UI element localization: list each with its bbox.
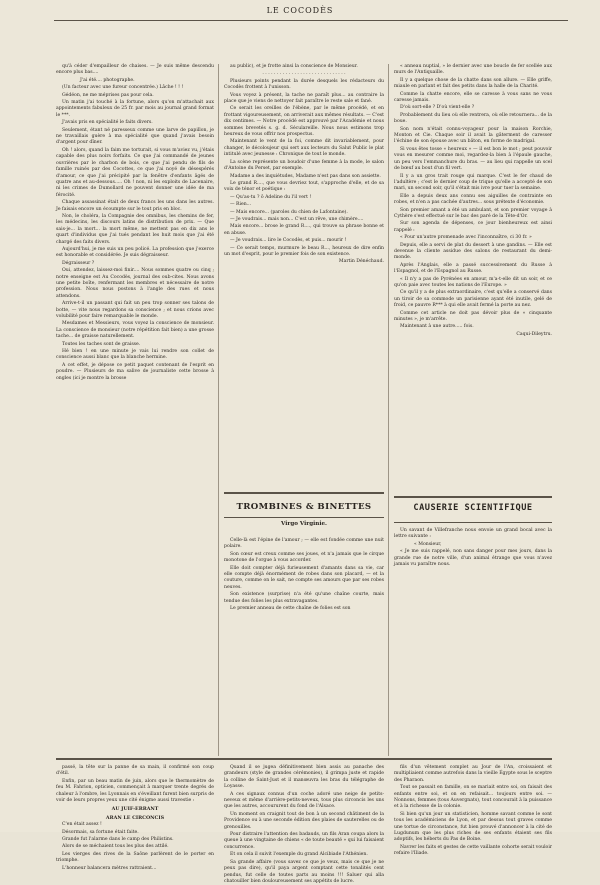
- paragraph: J'ai été.... photographe.: [80, 77, 135, 83]
- paragraph: — Je voudrais... mais non... C'est un rêve, une chimère....: [230, 216, 364, 222]
- section-rule: [394, 522, 552, 523]
- paragraph: Son nom n'était connu-voyageur pour la maison Rorchie, Monton et Cie. Chaque soir il avait la gâterment de caresser l'échine de son épouse avec un bâton, en forme de madrigal.: [394, 126, 552, 145]
- paragraph: Ce qu'il y a de plus extraordinaire, c'est qu'elle a conservé dans un tiroir de sa commode un parisienne ayant été inutile, gelé de froid, ce pauvre R*** à qui elle avait fermé la porte au nez.: [394, 290, 552, 309]
- column-divider: [388, 64, 389, 756]
- paragraph: L'honneur balancera mètres rattraient...: [62, 865, 157, 871]
- paragraph: Ce serait les oreilles de l'ébène, par le même procédé, et en frottant vigoureusement, on arriverait aux mêmes résultats. — C'est dix centimes. — Notre procédé est approuvé par l'Académie et nous sommes brevetés s. g. d. Séculareille. Nous nous estimons trop heureux de vous offrir nos prospectus.: [224, 106, 384, 138]
- bottom-column-2: [224, 765, 384, 884]
- author-signature: Martin Dénéchaud.: [338, 259, 384, 265]
- paragraph: Les vierges des rives de la Saône parlèrent de le porter en triomphe.: [56, 851, 214, 864]
- paragraph: Maintenant à une autre..... fois.: [400, 324, 474, 330]
- paragraph: passé, la tête sur la panne de sa main, il confirmé son coup d'ëtil.: [56, 765, 214, 777]
- paragraph: Depuis, elle a servi de plat du dessert à une gandins. — Elle est devenue la cliente assidue des salons de restaurant du demi-monde.: [394, 242, 552, 261]
- masthead: LE COCODÈS: [266, 6, 334, 15]
- paragraph: Après l'Anglais, elle a passé successivement du Russe à l'Espagnol, et de l'Espagnol au Russe.: [394, 262, 552, 275]
- paragraph: Probablement du lieu où elle rentrera, où elle retournera... de la boue.: [394, 112, 552, 125]
- paragraph: Elle a depuis deux ans connu ses aiguilles de contrainte en robes, et n'en a pas cachée d'autres... sous prétexte d'économie.: [394, 193, 552, 206]
- paragraph: qu'à céder d'empailleur de chaises. — Je suis même descendu encore plus bas....: [56, 64, 214, 76]
- paragraph: Un savant de Villefranche nous envoie un grand bocal avec la lettre suivante :: [394, 528, 552, 540]
- paragraph: au public), et je frotte ainsi la conscience de Monsieur.: [230, 64, 358, 69]
- fold-rule: [56, 758, 552, 760]
- paragraph: — Mais encore... (paroles du chien de Lafontaine).: [230, 209, 348, 215]
- paragraph: Seulement, étant né paresseux comme une larve de papillon, je ne travaillais guère à ma spécialité que quand j'avais besoin d'argent pour dîner.: [56, 127, 214, 146]
- paragraph: (Un facteur avec une fureur concentrée.) Lâche ! ! !: [62, 85, 184, 91]
- paragraph: Vous voyez à présent, la tache ne paraît plus... au contraire la place que je viens de nettoyer fait paraître le reste sale et fané.: [224, 92, 384, 105]
- paragraph: Un moment on craignit tout de bon à un second châtiment de la Providence ou à une seconde édition des plaies de sauterelles ou de grenouilles.: [224, 811, 384, 830]
- paragraph: Sur son agenda de dépenses, ce jour bienheureux est ainsi rappelé :: [394, 221, 552, 233]
- causerie-article: [394, 528, 552, 756]
- column-divider: [218, 492, 219, 756]
- paragraph: Sa grande affaire (vous savez ce que je veux, mais ce que je ne peux pas dire), qu'il paya argent comptant cette tonalités cent pendus, fut celle de toutes parts au moins !!! Saluer qui alla chatouiller bien douloureusement ses appétits de lucre.: [224, 859, 384, 884]
- section-subtitle: Virgo Virginie.: [281, 521, 327, 527]
- paragraph: « Pour un'autre promenade avec l'inconnaître, ci 30 fr. »: [400, 235, 532, 241]
- paragraph: Toutes les taches sont de graisse.: [62, 341, 141, 347]
- causerie-heading-box: [394, 494, 552, 520]
- paragraph: Elle doit compter déjà furieusement d'amants dans sa vie, car elle compte déjà énormément de robes dans son placard, — et la couture, comme on le sait, ne compte ses amours que par ses robes neuves.: [224, 565, 384, 590]
- paragraph: Gédéon, ne me méprises pas pour cela.: [62, 92, 154, 98]
- paragraph: « Monsieur,: [414, 541, 442, 547]
- paragraph: Le premier anneau de cette chaîne de folies est son: [230, 606, 351, 612]
- paragraph: Mesdames et Messieurs, vous voyez la conscience de monsieur. La conscience de monsieur (notre répétition fait bien) a une grosse tache... de graisse naturellement.: [56, 321, 214, 340]
- paragraph: « anneau nuptial, » le dernier avec une boucle de fer scellée aux murs de l'Antiquaille.: [394, 64, 552, 76]
- column-divider: [218, 64, 219, 492]
- paragraph: J'avais pris en spécialité le faits divers.: [62, 120, 153, 126]
- paragraph: fils d'un vêtement complet au Jour de l'An, croissaient et multipliaient comme autrefois dans la vieille Égypte sous le sceptre des Pharaon.: [394, 765, 552, 783]
- paragraph: La scène représente un boudoir d'une femme à la mode, le salon d'Antoine du Perset, par exemple.: [224, 159, 384, 172]
- paragraph: Pour distraire l'attention des badauds, un fils Aran coupa alors la queue à une vingtaine de chiens « de toute beauté » qui lui faisaient concurrence.: [224, 832, 384, 850]
- paragraph: Plusieurs points pendant la durée desquels les rédacteurs du Cocodès frottent à l'unisson.: [224, 78, 384, 91]
- section-rule: [224, 492, 384, 494]
- paragraph: Il y a un gros trait rouge qui marque. C'est le fer chaud de l'adultère ; c'est le dernier coup de trique qu'elle a accepté de son mari, un second soir, qu'il s'était mis ivre pour tuer la semaine.: [394, 173, 552, 192]
- paragraph: Comme la chatte encore, elle se caresse à vous sans ne vous caresse jamais.: [394, 91, 552, 104]
- paragraph: Son cœur est creux comme ses joues, et n'a jamais que le cirque monotone de l'orgue à vous accorder.: [224, 551, 384, 564]
- author-signature: Caqui-Dileytru.: [516, 331, 552, 337]
- paragraph: A ces signaux connus d'un coche adoré une neige de petits-neveux et même d'arrière-petits-neveux, tous plus circoncis les uns que les autres, accoururent du fond de l'Alsace.: [224, 791, 384, 810]
- paragraph: Aujourd'hui, je me suis un peu policé. La profession que j'exerce est honorable et considérée. Je suis dégraisseur.: [56, 246, 214, 259]
- paragraph: Oui, attendez, laissez-moi finir.... Nous sommes quatre ou cinq ; notre enseigne est Au Cocodès, journal des oub-cites. Nous avons une petite boîte, renfermant les membres et nécessaire de notre profession. Nous nous postons à l'angle des rues et nous attendons.: [56, 268, 214, 299]
- trombines-heading-box: [224, 496, 384, 534]
- paragraph: Non, le choléra, la Compagnie des omnibus, les chemins de fer, les médecins, les discours latins de distribution de prix. — Que sais-je... la mort... la mort même, ne mettent pas en dix ans le quart d'individus que j'ai tués pendant les huit mois que j'ai été chargé des faits divers.: [56, 213, 214, 245]
- sign-heading: AU JUIF-ERRANT: [111, 806, 159, 813]
- paragraph: Madame a des inquiétudes, Madame n'est pas dans son assiette.: [230, 173, 381, 179]
- paragraph: Son premier amant a été un ambulant, et son premier voyage à Cythère s'est effectué sur le bac des paré de la Tête-d'Or.: [394, 207, 552, 219]
- section-rule: [224, 517, 384, 518]
- paragraph: — Qu'as-tu ? ô Adeline du l'il vert !: [230, 194, 312, 200]
- paragraph: D'où sort-elle ? D'où vient-elle ?: [400, 105, 475, 111]
- paragraph: — Je voudrais... lire le Cocodès, et puis... mourir !: [230, 238, 347, 244]
- section-title: CAUSERIE SCIENTIFIQUE: [413, 503, 533, 513]
- paragraph: Enfin, par un beau matin de juin, alors que le thermomètre de feu M. Fahrion, opticien, commençait à marquer trente degrés de chaleur à l'ombre, les Lyonnais en s'éveillant furent bien surpris de voir de leurs propres yeux une cité énigme aussi travestie :: [56, 778, 214, 804]
- paragraph: Chaque assassinat était de deux francs les uns dans les autres. Je faisais encore un écoumpte sur le tout pris en bloc.: [56, 200, 214, 212]
- paragraph: Quand il se jugea définitivement bien assis au panache des grandeurs (style de grandes cérémonies), il grimpa juste et rapide la colline de Saint-Just et il manœuvra les bras du télégraphe de Loyasse.: [224, 765, 384, 790]
- article-column-2: [224, 64, 384, 489]
- paragraph: Dégraisseur ?: [62, 260, 95, 266]
- paragraph: Alors de se méchaient tous les plus des attilé.: [62, 844, 169, 850]
- paragraph: « Je me suis rappelé, non sans danger pour mes jours, dans la grande rue de notre ville, d'un animal étrange que vous n'avez jamais vu paraître nous.: [394, 549, 552, 568]
- paragraph: Si bien qu'un jour un statisticien, homme savant comme le sont tous les académiciens de Lyon, et par dessus tout graves comme une tortue de circonstance, fut bien prouvé d'annoncer à la cité de Lugdunum que les plus riches de ses enfants étaient ses fils adoptifs, les héberts du Pas de Boine.: [394, 811, 552, 843]
- bottom-column-3: [394, 765, 553, 857]
- paragraph: Mais encore... brose le grand R...., qui trouve sa phrase bonne et en abuse.: [224, 224, 384, 236]
- paragraph: Son existence (surprise) n'a été qu'une chaîne courte, mais tendue des folies les plus extravagantes.: [224, 592, 384, 604]
- paragraph: Tout se passait en famille, on se mariait entre soi, on faisait des enfants entre soi, et on en refaisait... toujours entre soi. — Nonnons, femmes (tous Auvergnats), tout concourait à la puissance et à la richesse de la colonie.: [394, 785, 553, 810]
- sign-heading: ARAN LE CIRCONCIS: [105, 814, 165, 821]
- paragraph: Hé bien ! en une minute je vais lui rendre son collet de conscience aussi blanc que la blanche hermine.: [56, 349, 214, 361]
- article-column-3: [394, 64, 552, 492]
- paragraph: C'en était assez !: [62, 822, 102, 828]
- paragraph: Comme cet article ne doit pas dévoir plus de « cinquante minutes », je m'arrête.: [394, 310, 552, 323]
- paragraph: « Il n'y a pas de Pyrénées en amour, m'a-t-elle dit un soir, et ce qu'on paie avec toutes les nations de l'Europe. »: [394, 276, 552, 288]
- paragraph: Si vous êtes tosse « heureux » — il est bon le mot ; peut pouvoir vous en mesurer comme moi, regardez-la bien à l'épaule gauche, un peu vers l'emmanchure du bras. — au lieu qui rappelle un scel de bœuf au bout d'un fil vert.: [394, 146, 552, 172]
- ornament: . . . . . . . . . . . . . . . . . . . . . . . . . . . . .: [262, 71, 346, 77]
- paragraph: — Ce serait temps, murmure le beau R..., heureux de dire enfin un mot d'esprit, pour le premier fois de son existence.: [224, 245, 384, 257]
- paragraph: Maintenant le vent de la foi, comme dit invariablement, pour changer, le décoloujeur qui sert aux lecteurs du Salut Public le plat intitulé avec jeunesse : Chronique de tout le monde.: [224, 139, 384, 158]
- paragraph: Celle-là est l'épine de l'amour ; — elle est fondée comme une nuit polaire.: [224, 538, 384, 550]
- paragraph: Et on cela il suivit l'exemple du grand Alcibiade l'Athénien.: [230, 852, 368, 858]
- paragraph: — Rien...: [230, 202, 252, 208]
- paragraph: Le grand R...., que vous devriez tout, s'approche d'elle, et de sa voix de ténor et poétique :: [224, 180, 384, 193]
- trombines-article: [224, 538, 384, 756]
- paragraph: Navrer les faits et gestes de cette vaillante cohorte serait vouloir refaire l'Iliade.: [394, 844, 552, 857]
- paragraph: Il y a quelque chose de la chatte dans son allure. — Elle griffe, miaule en parlant et fait des petits dans la halle de la Charité.: [394, 77, 552, 90]
- article-column-1: [56, 64, 214, 550]
- paragraph: Arrive-t-il un passant qui fait un peu trop sonner ses talons de botte, — vite nous regardons sa conscience ; et nous crions avec volubilité pour faire remarquable le monde.: [56, 301, 214, 320]
- paragraph: A cet effet, je dépose ce petit paquet contenant de l'esprit en poudre. — Plusieurs de ma salive de journaliste cette brosse à ongles (ici je montre la brosse: [56, 362, 214, 381]
- bottom-column-1: [56, 765, 214, 871]
- section-title: TROMBINES & BINETTES: [236, 502, 372, 512]
- paragraph: Grande fut l'alarme dans le camp des Philistins.: [62, 837, 174, 843]
- paragraph: Désormais, sa fortune était faite.: [62, 829, 139, 835]
- masthead-rule: [54, 20, 568, 21]
- paragraph: Oh ! alors, quand la faim me torturait, si vous m'aviez vu, j'étais capable des plus noirs forfaits. Ce que j'ai commandé de jeunes ouvrières par le charbon de bois, ce que j'ai pendu de fils de famille ruinés par des Cocottes, ce que j'ai noyé de désespérés d'amour, ce que j'ai précipité par la fenêtre d'enfants âgés de quatre ans et au-dessous..... Oh ! non, ni les exploits de Lacenaire, ni les crimes de Dumollard ne pouvent donner une idée de ma férocité.: [56, 147, 214, 198]
- paragraph: Un matin j'ai touché à la fortune, alors qu'on m'attachait aux appointements fabuleux de 25 fr. par mois au journal grand format le ***.: [56, 100, 214, 118]
